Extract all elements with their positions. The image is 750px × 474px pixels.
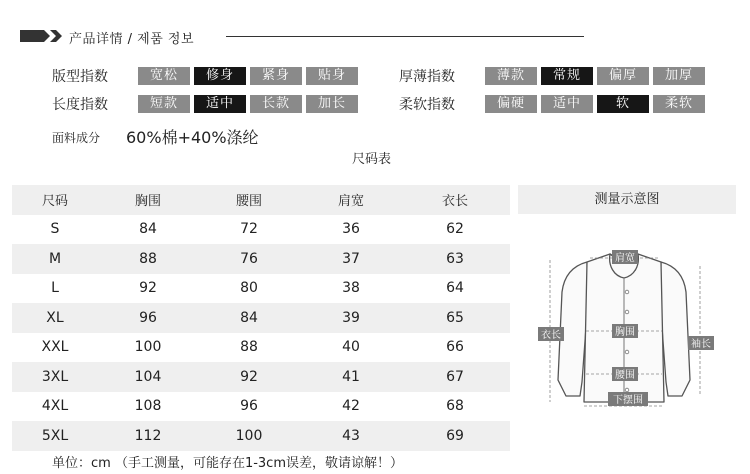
size-cell: 5XL: [41, 427, 69, 444]
shirt-button: [625, 310, 629, 314]
softness-option: 适中: [541, 95, 593, 113]
length-option: 加长: [306, 95, 358, 113]
table-row: [12, 362, 510, 392]
unit-note: 单位：cm （手工测量，可能存在1-3cm误差，敬请谅解！）: [52, 456, 403, 471]
table-header-row: [12, 185, 510, 215]
fabric-value: 60%棉+40%涤纶: [126, 128, 259, 147]
length-cell: 63: [446, 250, 464, 267]
thickness-option: 加厚: [653, 67, 705, 85]
softness-index-label: 柔软指数: [399, 97, 455, 113]
length-option: 长款: [250, 95, 302, 113]
shirt-button: [625, 388, 629, 392]
column-header: 胸围: [134, 194, 161, 210]
shirt-measure-diagram: [524, 232, 724, 412]
chest-cell: 108: [134, 398, 162, 415]
shoulder-tag: 肩宽: [615, 253, 635, 264]
shoulder-cell: 40: [342, 339, 360, 356]
sleeve-tag: 袖长: [691, 339, 711, 350]
length-option: 短款: [138, 95, 190, 113]
waist-cell: 80: [240, 280, 258, 297]
length-cell: 68: [446, 398, 464, 415]
size-cell: S: [50, 221, 60, 238]
size-table: [12, 185, 510, 451]
table-row: [12, 421, 510, 451]
waist-cell: 100: [235, 427, 263, 444]
size-cell: L: [51, 280, 59, 297]
thickness-index-label: 厚薄指数: [399, 69, 455, 85]
double-arrow-icon: [20, 27, 64, 45]
column-header: 尺码: [41, 194, 68, 210]
column-header: 肩宽: [337, 194, 364, 210]
table-row: [12, 215, 510, 245]
column-header: 衣长: [441, 194, 468, 210]
shoulder-cell: 36: [342, 221, 360, 238]
waist-cell: 84: [240, 309, 258, 326]
length-cell: 66: [446, 339, 464, 356]
shoulder-cell: 37: [342, 250, 360, 267]
length-cell: 62: [446, 221, 464, 238]
fit-index-options: [138, 67, 358, 85]
length-cell: 67: [446, 368, 464, 385]
shoulder-cell: 42: [342, 398, 360, 415]
waist-cell: 92: [240, 368, 258, 385]
waist-cell: 72: [240, 221, 258, 238]
chest-cell: 88: [139, 250, 157, 267]
size-cell: 3XL: [41, 368, 69, 385]
shoulder-cell: 39: [342, 309, 360, 326]
chest-cell: 96: [139, 309, 157, 326]
shoulder-cell: 41: [342, 368, 360, 385]
hem-tag: 下摆围: [613, 395, 643, 406]
softness-option: 软: [597, 95, 649, 113]
table-row: [12, 392, 510, 422]
shirt-button: [625, 290, 629, 294]
thickness-option: 薄款: [485, 67, 537, 85]
diagram-title: 测量示意图: [518, 185, 736, 214]
fit-option: 贴身: [306, 67, 358, 85]
size-cell: XXL: [41, 339, 69, 356]
table-row: [12, 333, 510, 363]
length-cell: 65: [446, 309, 464, 326]
softness-option: 偏硬: [485, 95, 537, 113]
fabric-label: 面料成分: [52, 131, 101, 145]
length-cell: 69: [446, 427, 464, 444]
table-row: [12, 244, 510, 274]
size-cell: M: [48, 250, 62, 267]
waist-cell: 96: [240, 398, 258, 415]
shirt-button: [625, 350, 629, 354]
waist-cell: 88: [240, 339, 258, 356]
chest-cell: 104: [134, 368, 162, 385]
chest-tag: 胸围: [615, 327, 635, 338]
table-row: [12, 303, 510, 333]
thickness-option: 常规: [541, 67, 593, 85]
table-row: [12, 274, 510, 304]
softness-option: 柔软: [653, 95, 705, 113]
header-divider: [226, 36, 584, 37]
length-index-label: 长度指数: [52, 97, 108, 113]
size-chart-caption: 尺码表: [352, 152, 392, 167]
length-tag: 衣长: [541, 330, 561, 341]
length-cell: 64: [446, 280, 464, 297]
fit-index-label: 版型指数: [52, 69, 108, 85]
fit-option: 宽松: [138, 67, 190, 85]
softness-index-options: [485, 95, 705, 113]
fit-option: 修身: [194, 67, 246, 85]
thickness-option: 偏厚: [597, 67, 649, 85]
chest-cell: 84: [139, 221, 157, 238]
section-title: 产品详情 / 제품 정보: [69, 32, 195, 47]
shoulder-cell: 43: [342, 427, 360, 444]
chest-cell: 100: [134, 339, 162, 356]
length-index-options: [138, 95, 358, 113]
size-cell: 4XL: [41, 398, 69, 415]
length-option: 适中: [194, 95, 246, 113]
chest-cell: 92: [139, 280, 157, 297]
waist-cell: 76: [240, 250, 258, 267]
waist-tag: 腰围: [615, 370, 635, 381]
size-cell: XL: [46, 309, 64, 326]
shoulder-cell: 38: [342, 280, 360, 297]
column-header: 腰围: [235, 194, 262, 210]
right-sleeve-shape: [660, 262, 690, 396]
chest-cell: 112: [134, 427, 162, 444]
thickness-index-options: [485, 67, 705, 85]
fit-option: 紧身: [250, 67, 302, 85]
